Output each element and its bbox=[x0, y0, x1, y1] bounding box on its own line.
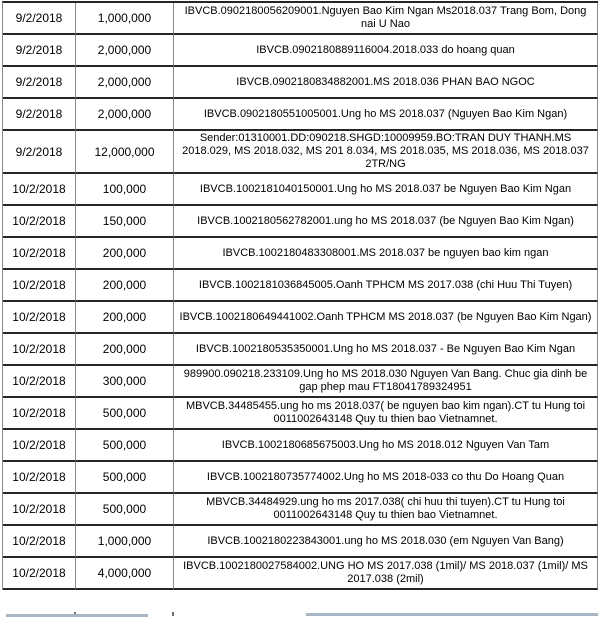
amount-cell: 500,000 bbox=[76, 494, 174, 526]
amount-cell: 200,000 bbox=[76, 334, 174, 366]
date-cell: 9/2/2018 bbox=[3, 99, 76, 131]
amount-cell: 1,000,000 bbox=[76, 526, 174, 558]
date-cell: 9/2/2018 bbox=[3, 67, 76, 99]
amount-cell: 2,000,000 bbox=[76, 35, 174, 67]
table-row bbox=[3, 462, 598, 494]
table-row bbox=[3, 494, 598, 526]
transaction-table-container bbox=[2, 1, 597, 590]
description-cell: IBVCB.1002180649441002.Oanh TPHCM MS 2018.037 (be Nguyen Bao Kim Ngan) bbox=[174, 302, 598, 334]
description-cell: IBVCB.1002181040150001.Ung ho MS 2018.037 be Nguyen Bao Kim Ngan bbox=[174, 174, 598, 206]
date-cell: 10/2/2018 bbox=[3, 526, 76, 558]
amount-cell: 150,000 bbox=[76, 206, 174, 238]
date-cell: 10/2/2018 bbox=[3, 398, 76, 430]
table-row bbox=[3, 526, 598, 558]
bottom-edge-strip bbox=[0, 612, 600, 617]
description-cell: IBVCB.1002181036845005.Oanh TPHCM MS 2017.038 (chi Huu Thi Tuyen) bbox=[174, 270, 598, 302]
date-cell: 10/2/2018 bbox=[3, 270, 76, 302]
amount-cell: 4,000,000 bbox=[76, 558, 174, 590]
description-cell: IBVCB.0902180889116004.2018.033 do hoang quan bbox=[174, 35, 598, 67]
description-cell: IBVCB.1002180027584002.UNG HO MS 2017.038 (1mil)/ MS 2018.037 (1mil)/ MS 2017.038 (2mil) bbox=[174, 558, 598, 590]
description-cell: IBVCB.0902180056209001.Nguyen Bao Kim Ngan Ms2018.037 Trang Bom, Dong nai U Nao bbox=[174, 3, 598, 35]
amount-cell: 2,000,000 bbox=[76, 99, 174, 131]
table-row bbox=[3, 131, 598, 174]
table-row bbox=[3, 334, 598, 366]
table-row bbox=[3, 430, 598, 462]
date-cell: 9/2/2018 bbox=[3, 131, 76, 174]
description-cell: IBVCB.1002180535350001.Ung ho MS 2018.037 - Be Nguyen Bao Kim Ngan bbox=[174, 334, 598, 366]
amount-cell: 200,000 bbox=[76, 302, 174, 334]
amount-cell: 500,000 bbox=[76, 462, 174, 494]
amount-cell: 1,000,000 bbox=[76, 3, 174, 35]
amount-cell: 2,000,000 bbox=[76, 67, 174, 99]
table-row bbox=[3, 558, 598, 590]
table-row bbox=[3, 174, 598, 206]
table-row bbox=[3, 302, 598, 334]
description-cell: IBVCB.1002180735774002.Ung ho MS 2018-033 co thu Do Hoang Quan bbox=[174, 462, 598, 494]
amount-cell: 300,000 bbox=[76, 366, 174, 398]
table-row bbox=[3, 238, 598, 270]
date-cell: 10/2/2018 bbox=[3, 462, 76, 494]
description-cell: 989900.090218.233109.Ung ho MS 2018.030 Nguyen Van Bang. Chuc gia dinh be gap phep mau FT18041789324951 bbox=[174, 366, 598, 398]
bottom-edge-fragment bbox=[306, 613, 598, 616]
amount-cell: 500,000 bbox=[76, 398, 174, 430]
table-row bbox=[3, 398, 598, 430]
date-cell: 10/2/2018 bbox=[3, 430, 76, 462]
date-cell: 9/2/2018 bbox=[3, 3, 76, 35]
table-row bbox=[3, 206, 598, 238]
amount-cell: 12,000,000 bbox=[76, 131, 174, 174]
table-row bbox=[3, 270, 598, 302]
table-row bbox=[3, 35, 598, 67]
table-row bbox=[3, 99, 598, 131]
date-cell: 10/2/2018 bbox=[3, 174, 76, 206]
amount-cell: 200,000 bbox=[76, 270, 174, 302]
table-row bbox=[3, 3, 598, 35]
date-cell: 10/2/2018 bbox=[3, 494, 76, 526]
date-cell: 10/2/2018 bbox=[3, 366, 76, 398]
date-cell: 10/2/2018 bbox=[3, 238, 76, 270]
amount-cell: 500,000 bbox=[76, 430, 174, 462]
description-cell: IBVCB.0902180834882001.MS 2018.036 PHAN BAO NGOC bbox=[174, 67, 598, 99]
date-cell: 10/2/2018 bbox=[3, 206, 76, 238]
table-row bbox=[3, 366, 598, 398]
column-border-fragment bbox=[172, 612, 174, 616]
transaction-table-body bbox=[3, 3, 598, 590]
transaction-table bbox=[2, 1, 598, 590]
description-cell: IBVCB.1002180685675003.Ung ho MS 2018.012 Nguyen Van Tam bbox=[174, 430, 598, 462]
description-cell: IBVCB.1002180223843001.ung ho MS 2018.030 (em Nguyen Van Bang) bbox=[174, 526, 598, 558]
description-cell: IBVCB.1002180562782001.ung ho MS 2018.037 (be Nguyen Bao Kim Ngan) bbox=[174, 206, 598, 238]
amount-cell: 200,000 bbox=[76, 238, 174, 270]
description-cell: IBVCB.1002180483308001.MS 2018.037 be nguyen bao kim ngan bbox=[174, 238, 598, 270]
date-cell: 10/2/2018 bbox=[3, 302, 76, 334]
date-cell: 10/2/2018 bbox=[3, 334, 76, 366]
description-cell: IBVCB.0902180551005001.Ung ho MS 2018.037 (Nguyen Bao Kim Ngan) bbox=[174, 99, 598, 131]
date-cell: 9/2/2018 bbox=[3, 35, 76, 67]
date-cell: 10/2/2018 bbox=[3, 558, 76, 590]
description-cell: Sender:01310001.DD:090218.SHGD:10009959.BO:TRAN DUY THANH.MS 2018.029, MS 2018.032, MS 201 8.034, MS 2018.035, MS 2018.036, MS 2018.037 2TR/NG bbox=[174, 131, 598, 174]
amount-cell: 100,000 bbox=[76, 174, 174, 206]
table-row bbox=[3, 67, 598, 99]
description-cell: MBVCB.34484929.ung ho ms 2017.038( chi huu thi tuyen).CT tu Hung toi 0011002643148 Quy tu thien bao Vietnamnet. bbox=[174, 494, 598, 526]
description-cell: MBVCB.34485455.ung ho ms 2018.037( be nguyen bao kim ngan).CT tu Hung toi 0011002643148 Quy tu thien bao Vietnamnet. bbox=[174, 398, 598, 430]
